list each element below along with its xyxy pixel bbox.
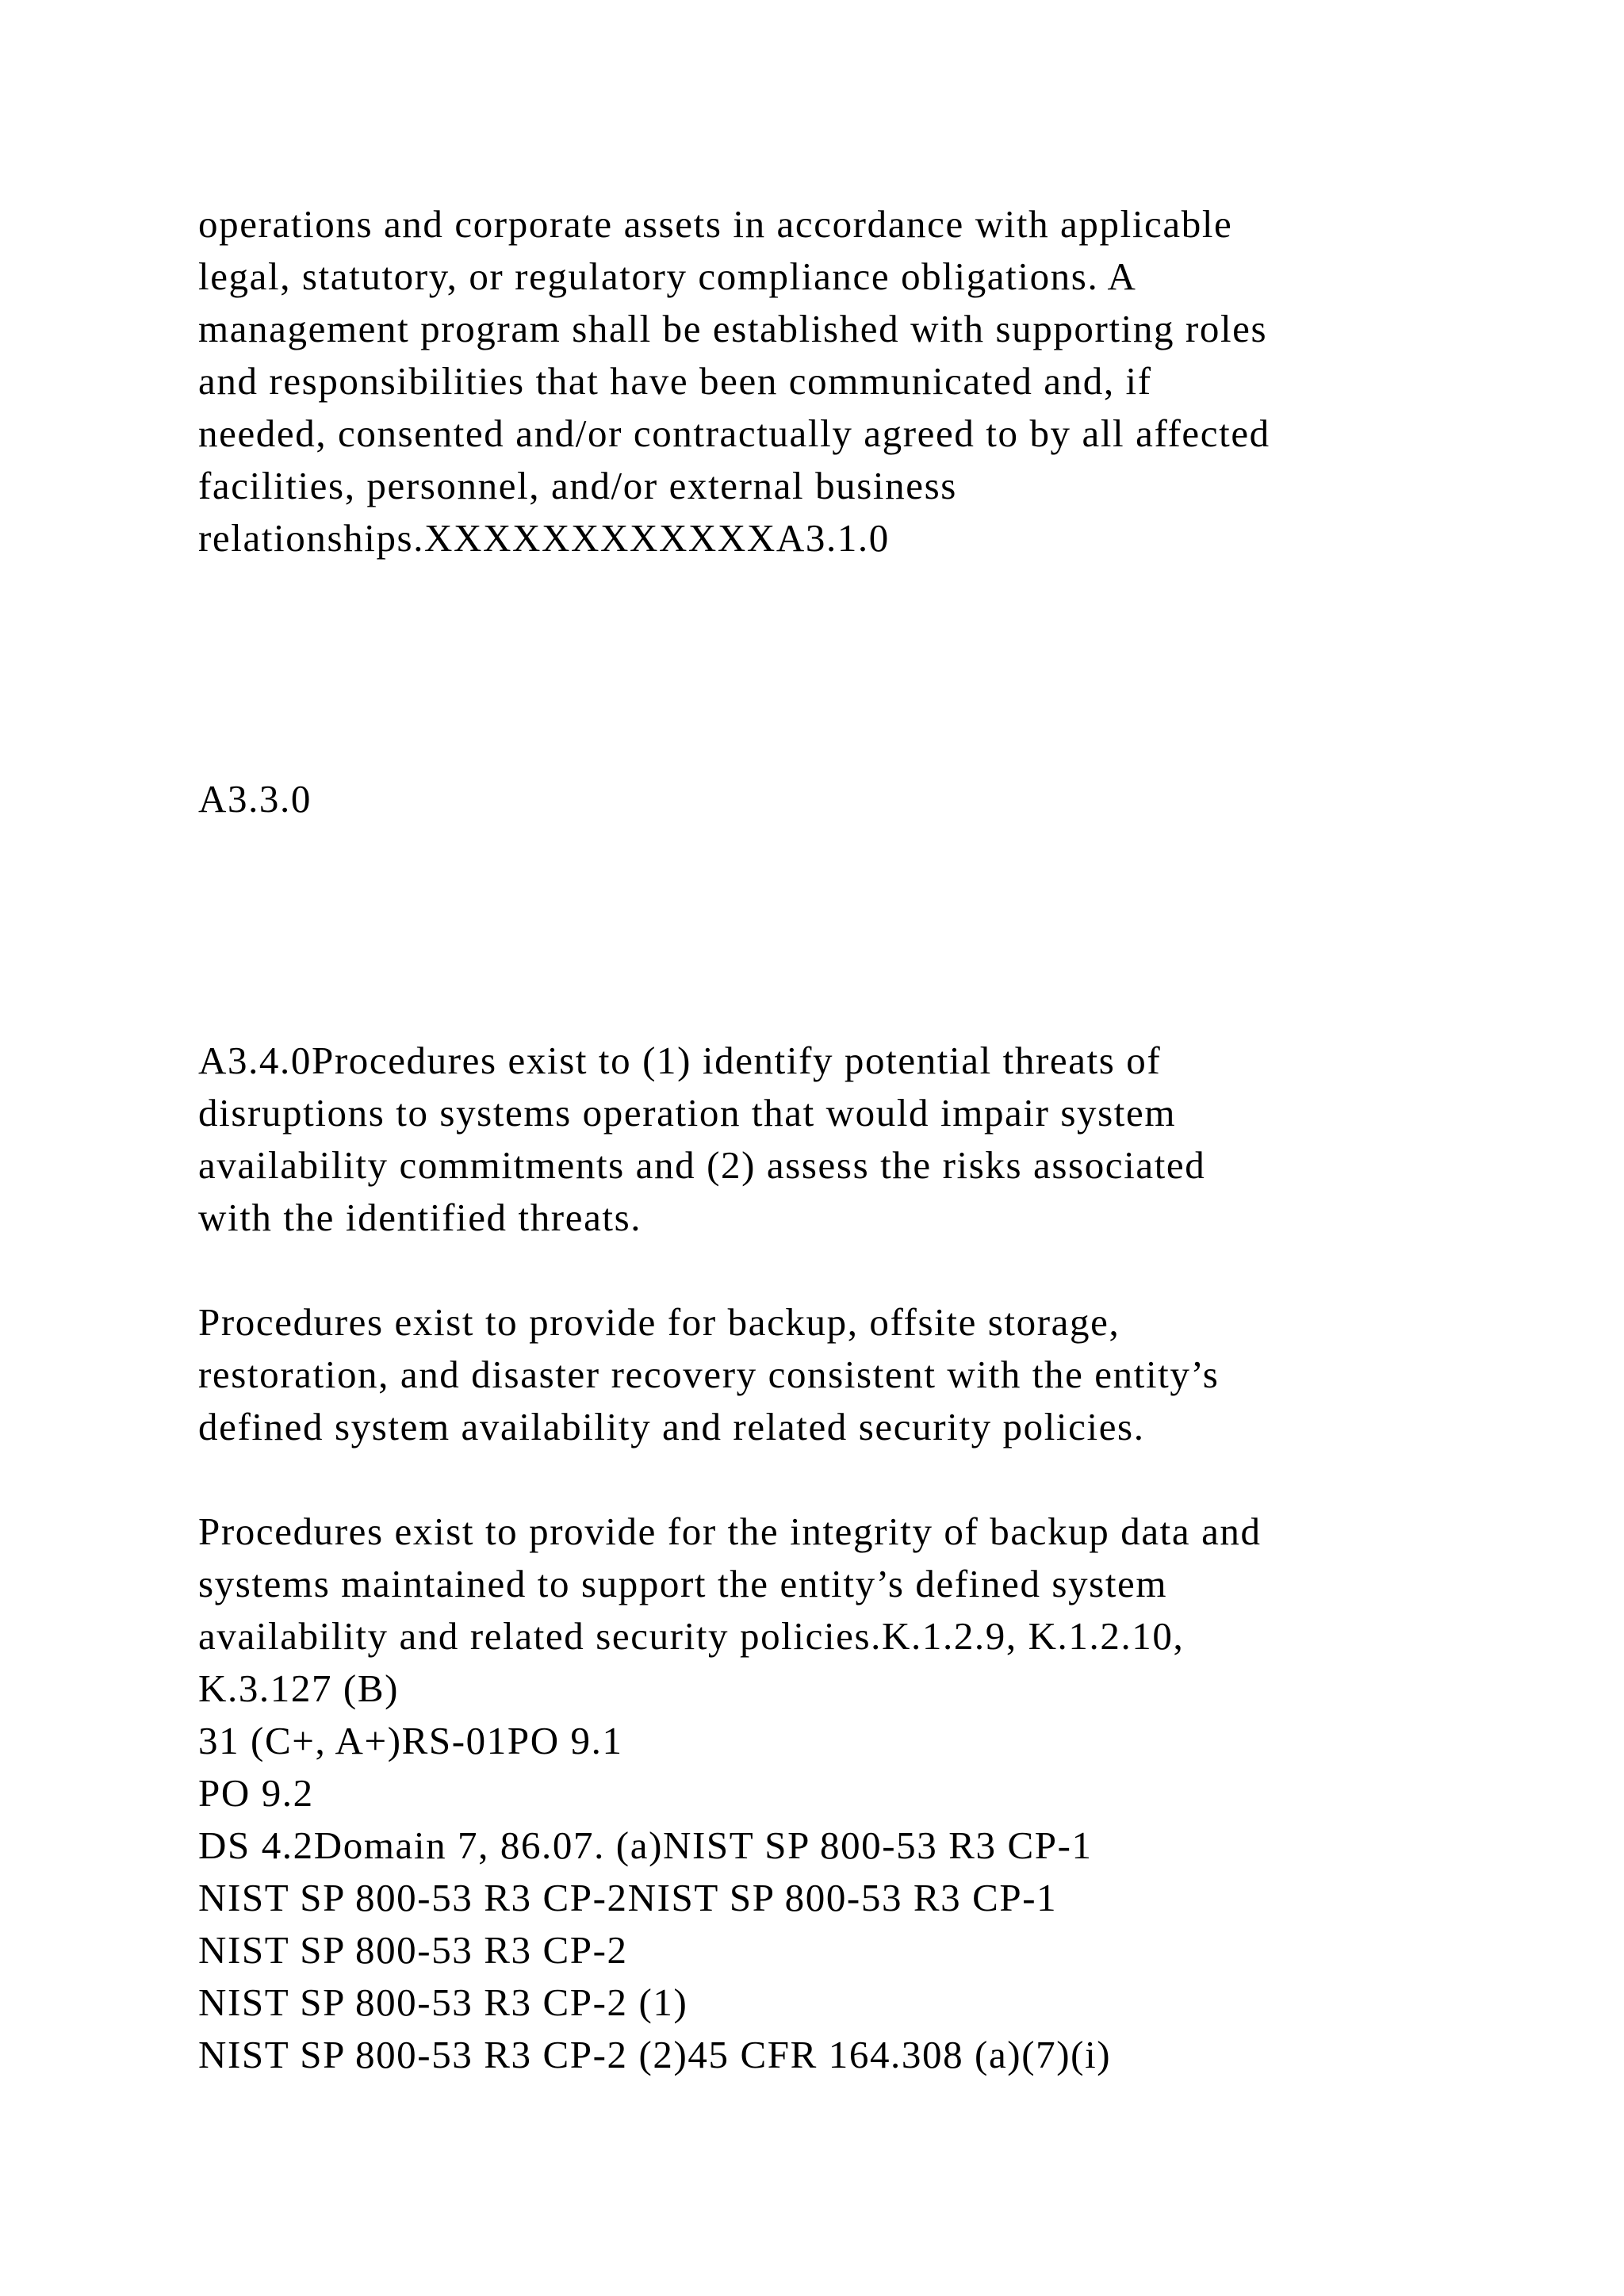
text-line: disruptions to systems operation that would impair system <box>198 1091 1177 1135</box>
text-line: DS 4.2Domain 7, 86.07. (a)NIST SP 800-53 R3 CP-1 <box>198 1823 1093 1867</box>
text-line: NIST SP 800-53 R3 CP-2NIST SP 800-53 R3 CP-1 <box>198 1876 1058 1919</box>
text-line: Procedures exist to provide for backup, offsite storage, <box>198 1300 1120 1344</box>
text-line: defined system availability and related security policies. <box>198 1405 1145 1448</box>
text-line: NIST SP 800-53 R3 CP-2 (1) <box>198 1980 688 2024</box>
text-line: Procedures exist to provide for the integrity of backup data and <box>198 1510 1262 1553</box>
text-line: NIST SP 800-53 R3 CP-2 (2)45 CFR 164.308 (a)(7)(i) <box>198 2033 1112 2076</box>
text-line: availability and related security policies.K.1.2.9, K.1.2.10, <box>198 1614 1185 1658</box>
text-line: needed, consented and/or contractually agreed to by all affected <box>198 411 1270 455</box>
text-line: 31 (C+, A+)RS-01PO 9.1 <box>198 1719 623 1762</box>
text-line: K.3.127 (B) <box>198 1667 400 1710</box>
text-line: management program shall be established with supporting roles <box>198 307 1268 350</box>
text-line: and responsibilities that have been communicated and, if <box>198 359 1152 403</box>
section-heading: A3.3.0 <box>198 777 312 821</box>
text-line: with the identified threats. <box>198 1196 642 1239</box>
text-line: NIST SP 800-53 R3 CP-2 <box>198 1928 628 1972</box>
text-line: relationships.XXXXXXXXXXXXA3.1.0 <box>198 516 890 560</box>
text-line: operations and corporate assets in accordance with applicable <box>198 202 1233 246</box>
text-line: PO 9.2 <box>198 1771 314 1815</box>
text-line: availability commitments and (2) assess the risks associated <box>198 1143 1206 1187</box>
text-line: systems maintained to support the entity’s defined system <box>198 1562 1168 1605</box>
text-line: A3.4.0Procedures exist to (1) identify potential threats of <box>198 1039 1162 1082</box>
text-line: facilities, personnel, and/or external business <box>198 464 957 507</box>
text-line: restoration, and disaster recovery consistent with the entity’s <box>198 1353 1220 1396</box>
text-line: legal, statutory, or regulatory compliance obligations. A <box>198 254 1137 298</box>
